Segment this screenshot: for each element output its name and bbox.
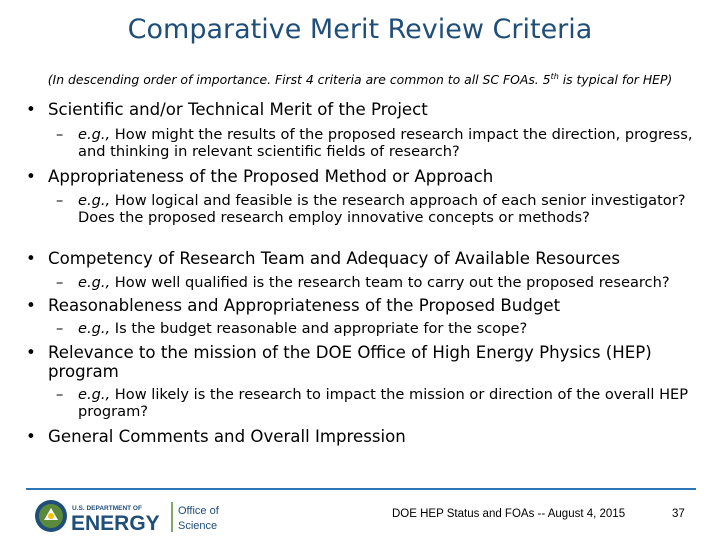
criterion-label: Relevance to the mission of the DOE Office of High Energy Physics (HEP) program — [48, 343, 652, 381]
example-prefix: e.g., — [78, 274, 111, 291]
example-body: How well qualified is the research team to carry out the proposed research? — [110, 274, 670, 291]
doe-seal-icon — [34, 498, 234, 534]
example-body: How logical and feasible is the research approach of each senior investigator? Does the proposed research employ innovative concepts or methods? — [78, 192, 686, 226]
example-prefix: e.g., — [78, 192, 111, 209]
example-text — [78, 192, 708, 226]
criterion-label: Scientific and/or Technical Merit of the Project — [48, 100, 428, 119]
example-body: Is the budget reasonable and appropriate for the scope? — [110, 320, 528, 337]
dash-icon: – — [56, 126, 64, 143]
bullet-icon: • — [26, 427, 36, 446]
dash-icon: – — [56, 274, 64, 291]
example-prefix: e.g., — [78, 320, 111, 337]
doe-logo — [34, 498, 234, 534]
bullet-icon: • — [26, 249, 36, 268]
dash-icon: – — [56, 320, 64, 337]
example-body: How likely is the research to impact the mission or direction of the overall HEP program? — [78, 386, 689, 420]
logo-science-text: Science — [178, 520, 218, 532]
logo-main-text: ENERGY — [71, 512, 160, 534]
example-text — [78, 386, 708, 420]
example-text — [78, 320, 708, 337]
logo-office-text: Office of — [178, 505, 219, 517]
example-prefix: e.g., — [78, 386, 111, 403]
example-prefix: e.g., — [78, 126, 111, 143]
criterion-label: Competency of Research Team and Adequacy of Available Resources — [48, 249, 621, 268]
example-text — [78, 274, 708, 291]
dash-icon: – — [56, 386, 64, 403]
logo-top-text: U.S. DEPARTMENT OF — [72, 505, 142, 512]
footer-rule — [26, 488, 696, 490]
subtitle-main: (In descending order of importance. First 4 criteria are common to all SC FOAs. 5 — [47, 72, 551, 88]
subtitle-end: is typical for HEP) — [558, 72, 673, 88]
bullet-icon: • — [26, 296, 36, 315]
example-body: How might the results of the proposed research impact the direction, progress, and thinking in relevant scientific fields of research? — [78, 126, 693, 160]
slide-title: Comparative Merit Review Criteria — [127, 14, 593, 45]
criterion-label: Reasonableness and Appropriateness of the Proposed Budget — [48, 296, 561, 315]
subtitle-superscript: th — [550, 72, 559, 81]
slide-subtitle — [0, 72, 720, 87]
criterion-label: Appropriateness of the Proposed Method or Approach — [48, 167, 494, 186]
example-text — [78, 126, 708, 160]
bullet-icon: • — [26, 100, 36, 119]
page-number: 37 — [672, 508, 685, 520]
dash-icon: – — [56, 192, 64, 209]
footer-text: DOE HEP Status and FOAs -- August 4, 2015 — [392, 508, 626, 520]
criterion-label: General Comments and Overall Impression — [48, 427, 406, 446]
bullet-icon: • — [26, 343, 36, 362]
bullet-icon: • — [26, 167, 36, 186]
